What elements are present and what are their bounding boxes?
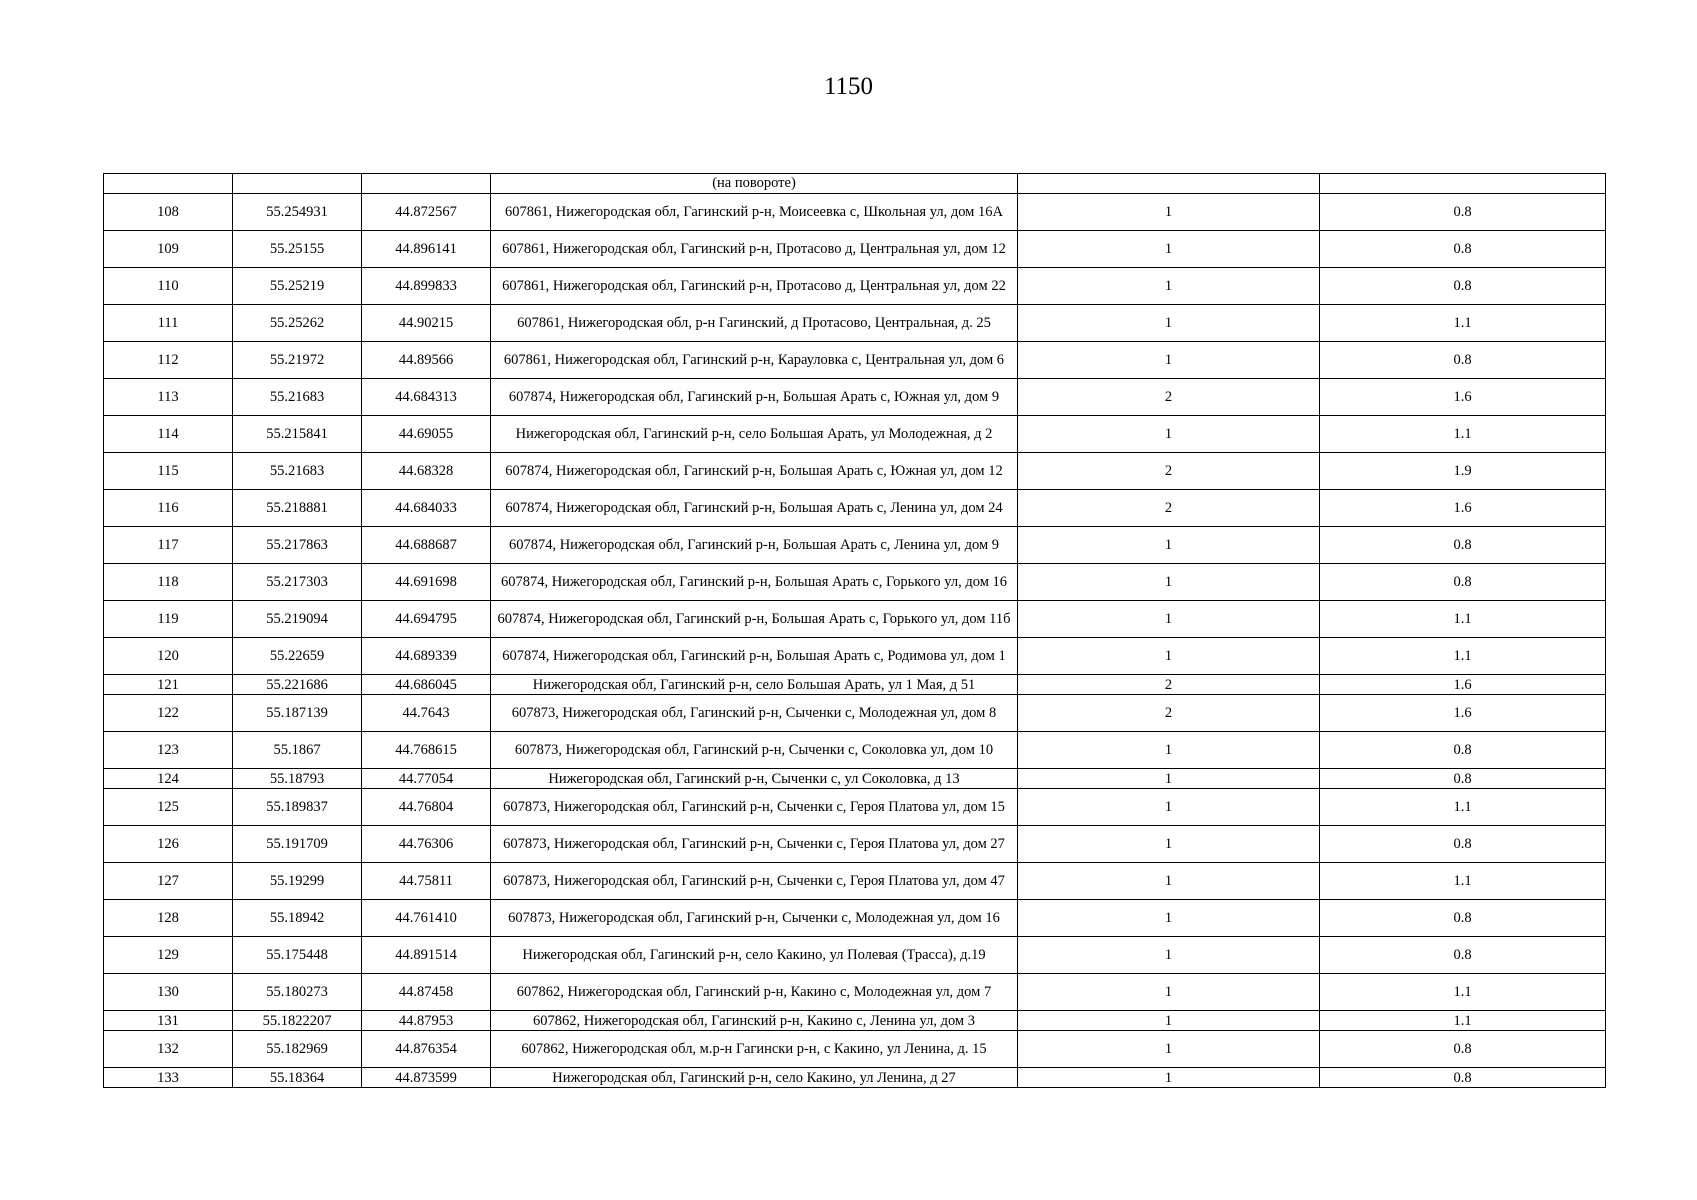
cell-longitude: 44.688687 [362,527,491,564]
cell-longitude: 44.896141 [362,231,491,268]
cell-address: 607862, Нижегородская обл, Гагинский р-н, Какино с, Ленина ул, дом 3 [491,1011,1018,1031]
cell-number: 110 [104,268,233,305]
page-number: 1150 [823,73,874,100]
cell-volume: 1.1 [1320,638,1606,675]
cell-volume: 0.8 [1320,1068,1606,1088]
cell-longitude: 44.768615 [362,732,491,769]
cell-longitude: 44.694795 [362,601,491,638]
cell-container-count: 1 [1018,1068,1320,1088]
table-row [104,863,1606,900]
cell-longitude: 44.761410 [362,900,491,937]
cell-latitude: 55.219094 [233,601,362,638]
table-row [104,675,1606,695]
cell-number: 126 [104,826,233,863]
cell-number: 117 [104,527,233,564]
cell-address: 607873, Нижегородская обл, Гагинский р-н, Сыченки с, Соколовка ул, дом 10 [491,732,1018,769]
cell-latitude: 55.25262 [233,305,362,342]
cell-address: Нижегородская обл, Гагинский р-н, село Какино, ул Полевая (Трасса), д.19 [491,937,1018,974]
cell-container-count: 1 [1018,268,1320,305]
cell-volume: 0.8 [1320,1031,1606,1068]
cell-number: 123 [104,732,233,769]
cell-address: 607874, Нижегородская обл, Гагинский р-н, Большая Арать с, Южная ул, дом 9 [491,379,1018,416]
cell-address: 607874, Нижегородская обл, Гагинский р-н, Большая Арать с, Ленина ул, дом 24 [491,490,1018,527]
table-row [104,826,1606,863]
cell-container-count: 1 [1018,769,1320,789]
cell-container-count: 1 [1018,900,1320,937]
cell-container-count: 2 [1018,675,1320,695]
table-row [104,1031,1606,1068]
table-row [104,194,1606,231]
cell-number: 124 [104,769,233,789]
cell-latitude: 55.182969 [233,1031,362,1068]
cell-volume: 1.6 [1320,490,1606,527]
cell-longitude: 44.76306 [362,826,491,863]
cell-number: 111 [104,305,233,342]
cell-longitude: 44.87458 [362,974,491,1011]
table-row [104,527,1606,564]
cell-volume: 1.1 [1320,1011,1606,1031]
cell-longitude: 44.69055 [362,416,491,453]
table-row [104,1068,1606,1088]
cell-address: 607861, Нижегородская обл, р-н Гагинский, д Протасово, Центральная, д. 25 [491,305,1018,342]
cell-address: 607862, Нижегородская обл, Гагинский р-н, Какино с, Молодежная ул, дом 7 [491,974,1018,1011]
cell-number: 108 [104,194,233,231]
cell-volume: 1.1 [1320,601,1606,638]
cell-container-count: 2 [1018,490,1320,527]
cell-container-count: 1 [1018,974,1320,1011]
cell-address: 607873, Нижегородская обл, Гагинский р-н, Сыченки с, Молодежная ул, дом 8 [491,695,1018,732]
cell-volume: 0.8 [1320,826,1606,863]
cell-number: 118 [104,564,233,601]
cell-container-count: 1 [1018,863,1320,900]
cell-longitude: 44.691698 [362,564,491,601]
cell-container-count: 1 [1018,305,1320,342]
cell-longitude: 44.7643 [362,695,491,732]
table-row [104,937,1606,974]
cell-volume: 0.8 [1320,342,1606,379]
cell-address: 607873, Нижегородская обл, Гагинский р-н, Сыченки с, Героя Платова ул, дом 15 [491,789,1018,826]
cell-number: 129 [104,937,233,974]
cell-volume: 0.8 [1320,732,1606,769]
table-row [104,305,1606,342]
cell-volume: 1.1 [1320,416,1606,453]
cell-address: 607861, Нижегородская обл, Гагинский р-н, Протасово д, Центральная ул, дом 22 [491,268,1018,305]
cell-longitude: 44.684033 [362,490,491,527]
cell-container-count: 2 [1018,379,1320,416]
cell-volume: 0.8 [1320,900,1606,937]
cell-container-count: 1 [1018,1011,1320,1031]
cell-container-count: 1 [1018,564,1320,601]
cell-latitude: 55.18793 [233,769,362,789]
cell-volume: 1.6 [1320,675,1606,695]
cell-latitude: 55.21972 [233,342,362,379]
cell-latitude: 55.215841 [233,416,362,453]
table-body [104,174,1606,1088]
cell-volume: 1.6 [1320,695,1606,732]
cell-container-count: 1 [1018,1031,1320,1068]
cell-number: 115 [104,453,233,490]
table-row [104,416,1606,453]
cell-address: 607874, Нижегородская обл, Гагинский р-н, Большая Арать с, Горького ул, дом 11б [491,601,1018,638]
cell-longitude: 44.77054 [362,769,491,789]
cell-latitude: 55.254931 [233,194,362,231]
cell-number: 113 [104,379,233,416]
cell-container-count: 1 [1018,194,1320,231]
container-sites-table [103,173,1606,1088]
table-row [104,1011,1606,1031]
cell-container-count: 2 [1018,453,1320,490]
cell-latitude: 55.1867 [233,732,362,769]
cell-address: Нижегородская обл, Гагинский р-н, село Большая Арать, ул Молодежная, д 2 [491,416,1018,453]
cell-longitude: 44.684313 [362,379,491,416]
cell-latitude: 55.217863 [233,527,362,564]
cell-longitude: 44.873599 [362,1068,491,1088]
cell-volume: 1.6 [1320,379,1606,416]
table-row [104,268,1606,305]
cell-number: 133 [104,1068,233,1088]
cell-address: Нижегородская обл, Гагинский р-н, село Большая Арать, ул 1 Мая, д 51 [491,675,1018,695]
cell-latitude: 55.221686 [233,675,362,695]
cell-volume: 1.1 [1320,863,1606,900]
cell-container-count: 1 [1018,826,1320,863]
cell-latitude [233,174,362,194]
cell-address: 607861, Нижегородская обл, Гагинский р-н, Карауловка с, Центральная ул, дом 6 [491,342,1018,379]
cell-longitude: 44.689339 [362,638,491,675]
cell-longitude: 44.686045 [362,675,491,695]
cell-latitude: 55.21683 [233,379,362,416]
table-row [104,564,1606,601]
cell-volume: 1.9 [1320,453,1606,490]
cell-latitude: 55.1822207 [233,1011,362,1031]
cell-container-count [1018,174,1320,194]
cell-container-count: 1 [1018,937,1320,974]
cell-number: 125 [104,789,233,826]
cell-address: 607873, Нижегородская обл, Гагинский р-н, Сыченки с, Молодежная ул, дом 16 [491,900,1018,937]
cell-volume: 0.8 [1320,937,1606,974]
cell-number: 127 [104,863,233,900]
cell-address: 607874, Нижегородская обл, Гагинский р-н, Большая Арать с, Ленина ул, дом 9 [491,527,1018,564]
table-row [104,601,1606,638]
table-row [104,490,1606,527]
cell-address: Нижегородская обл, Гагинский р-н, село Какино, ул Ленина, д 27 [491,1068,1018,1088]
cell-longitude: 44.90215 [362,305,491,342]
table-row [104,974,1606,1011]
cell-longitude: 44.76804 [362,789,491,826]
cell-container-count: 1 [1018,601,1320,638]
cell-container-count: 1 [1018,342,1320,379]
cell-address: (на повороте) [491,174,1018,194]
cell-container-count: 1 [1018,527,1320,564]
cell-latitude: 55.22659 [233,638,362,675]
cell-volume: 0.8 [1320,564,1606,601]
cell-address: 607874, Нижегородская обл, Гагинский р-н, Большая Арать с, Горького ул, дом 16 [491,564,1018,601]
cell-address: Нижегородская обл, Гагинский р-н, Сыченки с, ул Соколовка, д 13 [491,769,1018,789]
table-row [104,789,1606,826]
table-row [104,379,1606,416]
cell-number: 112 [104,342,233,379]
cell-latitude: 55.25219 [233,268,362,305]
cell-longitude: 44.872567 [362,194,491,231]
cell-latitude: 55.18942 [233,900,362,937]
cell-number: 128 [104,900,233,937]
cell-number: 109 [104,231,233,268]
cell-latitude: 55.218881 [233,490,362,527]
cell-latitude: 55.175448 [233,937,362,974]
cell-address: 607873, Нижегородская обл, Гагинский р-н, Сыченки с, Героя Платова ул, дом 47 [491,863,1018,900]
cell-volume: 0.8 [1320,527,1606,564]
cell-number: 131 [104,1011,233,1031]
cell-container-count: 1 [1018,638,1320,675]
cell-longitude [362,174,491,194]
cell-number [104,174,233,194]
cell-longitude: 44.87953 [362,1011,491,1031]
cell-number: 130 [104,974,233,1011]
cell-volume: 1.1 [1320,789,1606,826]
cell-volume: 0.8 [1320,769,1606,789]
cell-latitude: 55.180273 [233,974,362,1011]
cell-address: 607861, Нижегородская обл, Гагинский р-н, Моисеевка с, Школьная ул, дом 16А [491,194,1018,231]
cell-container-count: 1 [1018,789,1320,826]
cell-latitude: 55.217303 [233,564,362,601]
cell-number: 119 [104,601,233,638]
table-row [104,342,1606,379]
cell-address: 607874, Нижегородская обл, Гагинский р-н, Большая Арать с, Южная ул, дом 12 [491,453,1018,490]
cell-longitude: 44.68328 [362,453,491,490]
cell-volume [1320,174,1606,194]
cell-latitude: 55.21683 [233,453,362,490]
cell-latitude: 55.187139 [233,695,362,732]
cell-longitude: 44.899833 [362,268,491,305]
cell-longitude: 44.89566 [362,342,491,379]
cell-container-count: 1 [1018,732,1320,769]
cell-address: 607873, Нижегородская обл, Гагинский р-н, Сыченки с, Героя Платова ул, дом 27 [491,826,1018,863]
cell-address: 607862, Нижегородская обл, м.р-н Гагински р-н, с Какино, ул Ленина, д. 15 [491,1031,1018,1068]
cell-volume: 0.8 [1320,231,1606,268]
table-row [104,695,1606,732]
table-row-continuation [104,174,1606,194]
cell-address: 607861, Нижегородская обл, Гагинский р-н, Протасово д, Центральная ул, дом 12 [491,231,1018,268]
cell-longitude: 44.876354 [362,1031,491,1068]
cell-latitude: 55.18364 [233,1068,362,1088]
cell-container-count: 1 [1018,231,1320,268]
cell-address: 607874, Нижегородская обл, Гагинский р-н, Большая Арать с, Родимова ул, дом 1 [491,638,1018,675]
table-row [104,732,1606,769]
table-row [104,638,1606,675]
cell-container-count: 2 [1018,695,1320,732]
cell-number: 122 [104,695,233,732]
table-row [104,900,1606,937]
cell-volume: 1.1 [1320,974,1606,1011]
cell-volume: 1.1 [1320,305,1606,342]
cell-longitude: 44.75811 [362,863,491,900]
cell-number: 121 [104,675,233,695]
cell-container-count: 1 [1018,416,1320,453]
cell-number: 120 [104,638,233,675]
cell-latitude: 55.189837 [233,789,362,826]
table-row [104,769,1606,789]
cell-volume: 0.8 [1320,194,1606,231]
cell-number: 132 [104,1031,233,1068]
cell-longitude: 44.891514 [362,937,491,974]
cell-latitude: 55.191709 [233,826,362,863]
cell-volume: 0.8 [1320,268,1606,305]
table-row [104,453,1606,490]
table-row [104,231,1606,268]
cell-latitude: 55.25155 [233,231,362,268]
cell-latitude: 55.19299 [233,863,362,900]
cell-number: 116 [104,490,233,527]
cell-number: 114 [104,416,233,453]
